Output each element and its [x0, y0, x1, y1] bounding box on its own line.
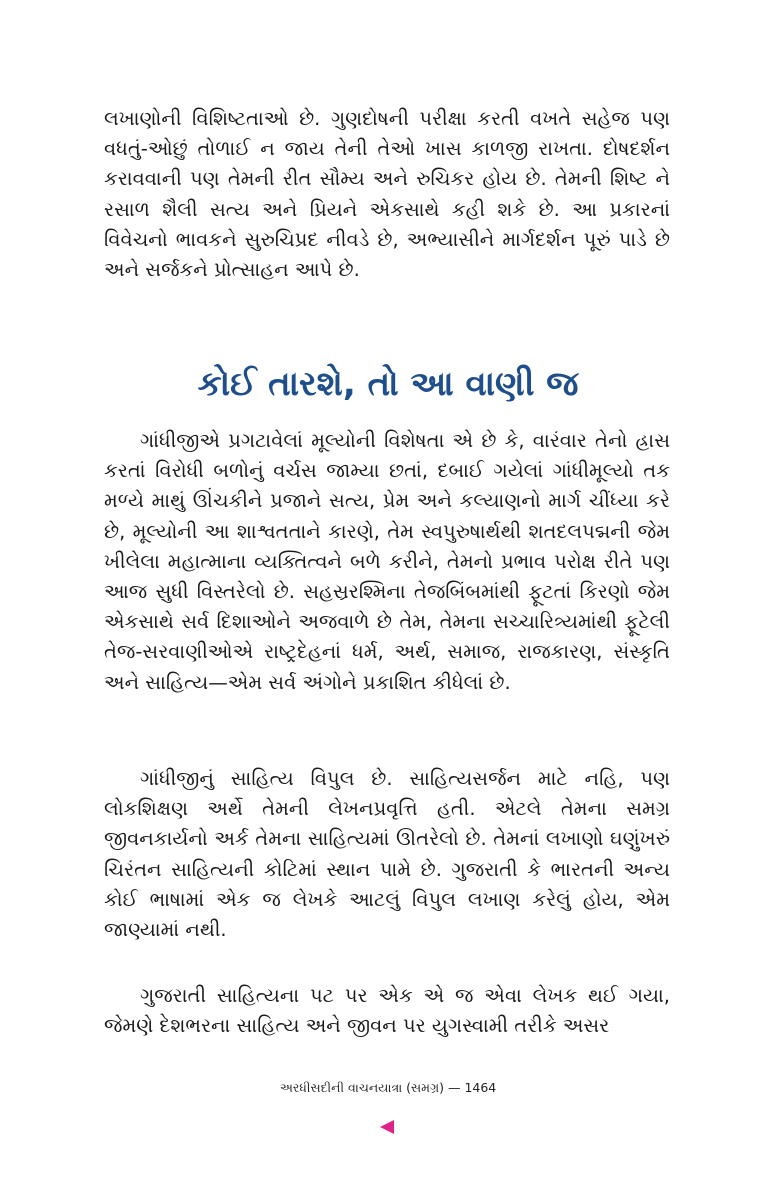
page-footer: અરધીસદીની વાચનયાત્રા (સમગ્ર) — 1464 — [279, 1080, 497, 1095]
paragraph-1 — [104, 426, 670, 698]
paragraph-text: ગાંધીજીનું સાહિત્ય વિપુલ છે. સાહિત્યસર્જન માટે નહિ, પણ લોકશિક્ષણ અર્થે તેમની લેખનપ્રવૃત્તિ હતી. એટલે તેમના સમગ્ર જીવનકાર્યનો અર્ક તેમના સાહિત્યમાં ઊતરેલો છે. તેમનાં લખાણો ઘણુંખરું ચિરંતન સાહિત્યની કોટિમાં સ્થાન પામે છે. ગુજરાતી કે ભારતની અન્ય કોઈ ભાષામાં એક જ લેખકે આટલું વિપુલ લખાણ કરેલું હોય, એમ જાણ્યામાં નથી. — [104, 767, 670, 942]
previous-page-arrow-icon[interactable] — [380, 1120, 394, 1134]
paragraph-continued — [104, 104, 670, 285]
paragraph-text: ગુજરાતી સાહિત્યના પટ પર એક એ જ એવા લેખક થઈ ગયા, જેમણે દેશભરના સાહિત્ય અને જીવન પર યુગસ્વામી તરીકે અસર — [104, 984, 670, 1038]
paragraph-text: લખાણોની વિશિષ્ટતાઓ છે. ગુણદોષની પરીક્ષા કરતી વખતે સહેજ પણ વધતું-ઓછું તોળાઈ ન જાય તેની તેઓ ખાસ કાળજી રાખતા. દોષદર્શન કરાવવાની પણ તેમની રીત સૌમ્ય અને રુચિકર હોય છે. તેમની શિષ્ટ ને રસાળ શૈલી સત્ય અને પ્રિયને એકસાથે કહી શકે છે. આ પ્રકારનાં વિવેચનો ભાવકને સુરુચિપ્રદ નીવડે છે, અભ્યાસીને માર્ગદર્શન પૂરું પાડે છે અને સર્જકને પ્રોત્સાહન આપે છે. — [104, 107, 670, 282]
section-heading: કોઈ તારશે, તો આ વાણી જ — [197, 364, 579, 404]
paragraph-3 — [104, 981, 670, 1041]
paragraph-text: ગાંધીજીએ પ્રગટાવેલાં મૂલ્યોની વિશેષતા એ છે કે, વારંવાર તેનો હ્રાસ કરતાં વિરોધી બળોનું વર્ચસ જામ્યા છતાં, દબાઈ ગયેલાં ગાંધીમૂલ્યો તક મળ્યે માથું ઊંચકીને પ્રજાને સત્ય, પ્રેમ અને કલ્યાણનો માર્ગ ચીંધ્યા કરે છે, મૂલ્યોની આ શાશ્વતતાને કારણે, તેમ સ્વપુરુષાર્થથી શતદલપદ્મની જેમ ખીલેલા મહાત્માના વ્યક્તિત્વને બળે કરીને, તેમનો પ્રભાવ પરોક્ષ રીતે પણ આજ સુધી વિસ્તરેલો છે. સહસ્રરશ્મિના તેજબિંબમાંથી ફૂટતાં કિરણો જેમ એકસાથે સર્વ દિશાઓને અજવાળે છે તેમ, તેમના સચ્ચારિત્ર્યમાંથી ફૂટેલી તેજ-સરવાણીઓએ રાષ્ટ્રદેહનાં ધર્મ, અર્થ, સમાજ, રાજકારણ, સંસ્કૃતિ અને સાહિત્ય—એમ સર્વ અંગોને પ્રકાશિત કીધેલાં છે. — [104, 429, 670, 694]
paragraph-2 — [104, 764, 670, 945]
